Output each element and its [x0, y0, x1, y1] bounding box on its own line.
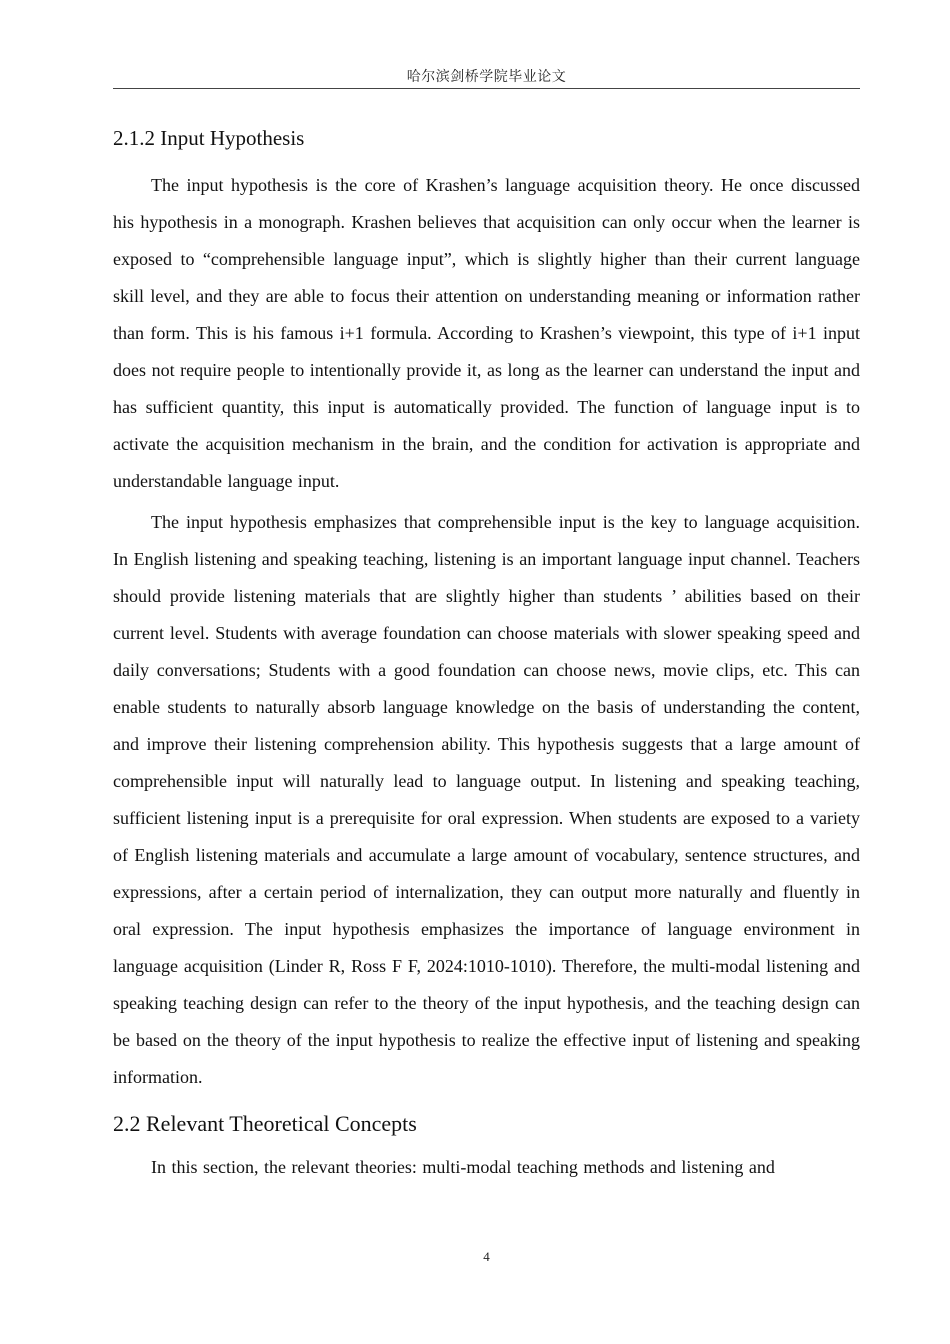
section-heading-input-hypothesis: 2.1.2 Input Hypothesis [113, 126, 305, 150]
page-body [113, 121, 860, 1190]
running-header: 哈尔滨剑桥学院毕业论文 [406, 70, 567, 85]
header-divider [113, 88, 860, 89]
body-paragraph: In this section, the relevant theories: multi-modal teaching methods and listening and [151, 1157, 775, 1177]
section-heading-relevant-concepts: 2.2 Relevant Theoretical Concepts [113, 1111, 417, 1136]
body-paragraph: The input hypothesis emphasizes that comprehensible input is the key to language acquisition. In English listening and speaking teaching, listening is an important language input channel. Teachers should provide listening materials that are slightly higher than students ’ abilities based on their current level. Students with average foundation can choose materials with slower speaking speed and daily conversations; Students with a good foundation can choose news, movie clips, etc. This can enable students to naturally absorb language knowledge on the basis of understanding the content, and improve their listening comprehension ability. This hypothesis suggests that a large amount of comprehensible input will naturally lead to language output. In listening and speaking teaching, sufficient listening input is a prerequisite for oral expression. When students are exposed to a variety of English listening materials and accumulate a large amount of vocabulary, sentence structures, and expressions, after a certain period of internalization, they can output more naturally and fluently in oral expression. The input hypothesis emphasizes the importance of language environment in language acquisition (Linder R, Ross F F, 2024:1010-1010). Therefore, the multi-modal listening and speaking teaching design can refer to the theory of the input hypothesis, and the teaching design can be based on the theory of the input hypothesis to realize the effective input of listening and speaking information. [113, 512, 860, 1087]
page-number: 4 [483, 1249, 490, 1264]
body-paragraph: The input hypothesis is the core of Krashen’s language acquisition theory. He once discussed his hypothesis in a monograph. Krashen believes that acquisition can only occur when the learner is exposed to “comprehensible language input”, which is slightly higher than their current language skill level, and they are able to focus their attention on understanding meaning or information rather than form. This is his famous i+1 formula. According to Krashen’s viewpoint, this type of i+1 input does not require people to intentionally provide it, as long as the learner can understand the input and has sufficient quantity, this input is automatically provided. The function of language input is to activate the acquisition mechanism in the brain, and the condition for activation is appropriate and understandable language input. [113, 175, 860, 491]
